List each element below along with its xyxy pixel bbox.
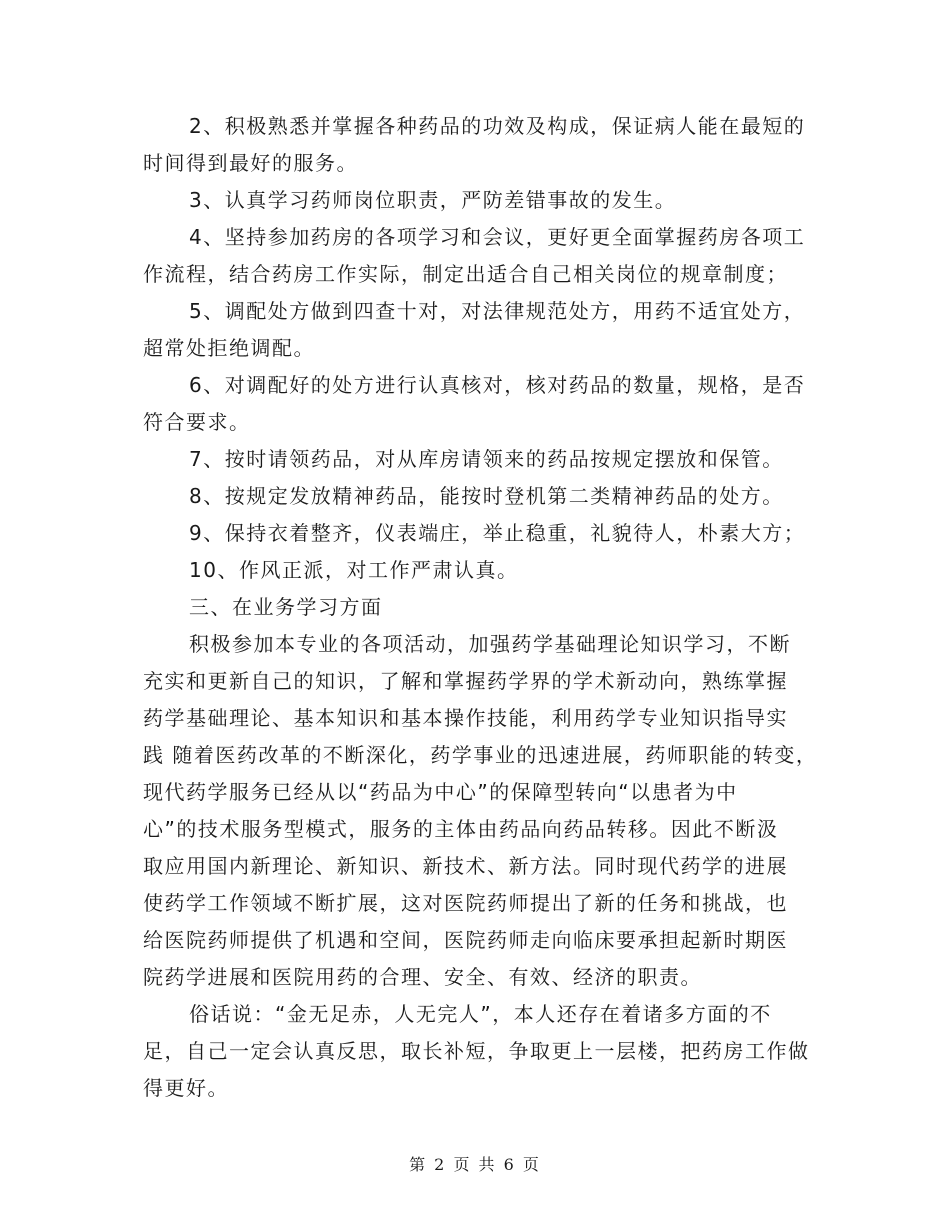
paragraph — [143, 293, 813, 367]
text-line: 8、按规定发放精神药品，能按时登机第二类精神药品的处方。 — [189, 484, 784, 508]
paragraph — [143, 515, 813, 552]
text-line: 得更好。 — [143, 1076, 229, 1100]
text-line: 足，自己一定会认真反思，取长补短，争取更上一层楼，把药房工作做 — [143, 1039, 810, 1063]
text-line: 10、作风正派，对工作严肃认真。 — [189, 558, 519, 582]
paragraph — [143, 108, 813, 182]
paragraph — [143, 626, 818, 996]
text-line: 6、对调配好的处方进行认真核对，核对药品的数量，规格，是否 — [189, 373, 806, 397]
paragraph — [143, 441, 813, 478]
text-line: 7、按时请领药品，对从库房请领来的药品按规定摆放和保管。 — [189, 447, 784, 471]
section-heading — [143, 589, 813, 626]
paragraph — [143, 367, 813, 441]
paragraph — [143, 182, 813, 219]
text-line: 积极参加本专业的各项活动，加强药学基础理论知识学习，不断 — [189, 632, 791, 656]
text-line: 俗话说：“金无足赤，人无完人”，本人还存在着诸多方面的不 — [189, 1002, 772, 1026]
text-line: 3、认真学习药师岗位职责，严防差错事故的发生。 — [189, 188, 677, 212]
text-line: 符合要求。 — [143, 410, 251, 434]
text-line: 药学基础理论、基本知识和基本操作技能，利用药学专业知识指导实 — [143, 706, 788, 730]
paragraph — [143, 552, 813, 589]
paragraph — [143, 996, 813, 1107]
text-line: 心”的技术服务型模式，服务的主体由药品向药品转移。因此不断汲 — [143, 817, 779, 841]
text-line: 院药学进展和医院用药的合理、安全、有效、经济的职责。 — [143, 965, 702, 989]
text-line: 超常处拒绝调配。 — [143, 336, 315, 360]
text-line: 作流程，结合药房工作实际，制定出适合自己相关岗位的规章制度； — [143, 262, 788, 286]
text-line: 三、在业务学习方面 — [189, 595, 383, 619]
text-line: 2、积极熟悉并掌握各种药品的功效及构成，保证病人能在最短的 — [189, 114, 806, 138]
paragraph — [143, 478, 813, 515]
text-line: 给医院药师提供了机遇和空间，医院药师走向临床要承担起新时期医 — [143, 928, 788, 952]
text-line: 使药学工作领域不断扩展，这对医院药师提出了新的任务和挑战，也 — [143, 891, 788, 915]
text-line: 现代药学服务已经从以“药品为中心”的保障型转向“以患者为中 — [143, 780, 738, 804]
paragraph — [143, 219, 813, 293]
document-body — [143, 108, 818, 1107]
text-line: 5、调配处方做到四查十对，对法律规范处方，用药不适宜处方， — [189, 299, 806, 323]
text-line: 取应用国内新理论、新知识、新技术、新方法。同时现代药学的进展 — [143, 854, 788, 878]
text-line: 时间得到最好的服务。 — [143, 151, 358, 175]
page-footer: 第 2 页 共 6 页 — [409, 1155, 541, 1174]
text-line: 9、保持衣着整齐，仪表端庄，举止稳重，礼貌待人，朴素大方； — [189, 521, 806, 545]
text-line: 4、坚持参加药房的各项学习和会议，更好更全面掌握药房各项工 — [189, 225, 806, 249]
text-line: 充实和更新自己的知识，了解和掌握药学界的学术新动向，熟练掌握 — [143, 669, 788, 693]
text-line: 践 随着医药改革的不断深化，药学事业的迅速进展，药师职能的转变， — [143, 743, 818, 767]
